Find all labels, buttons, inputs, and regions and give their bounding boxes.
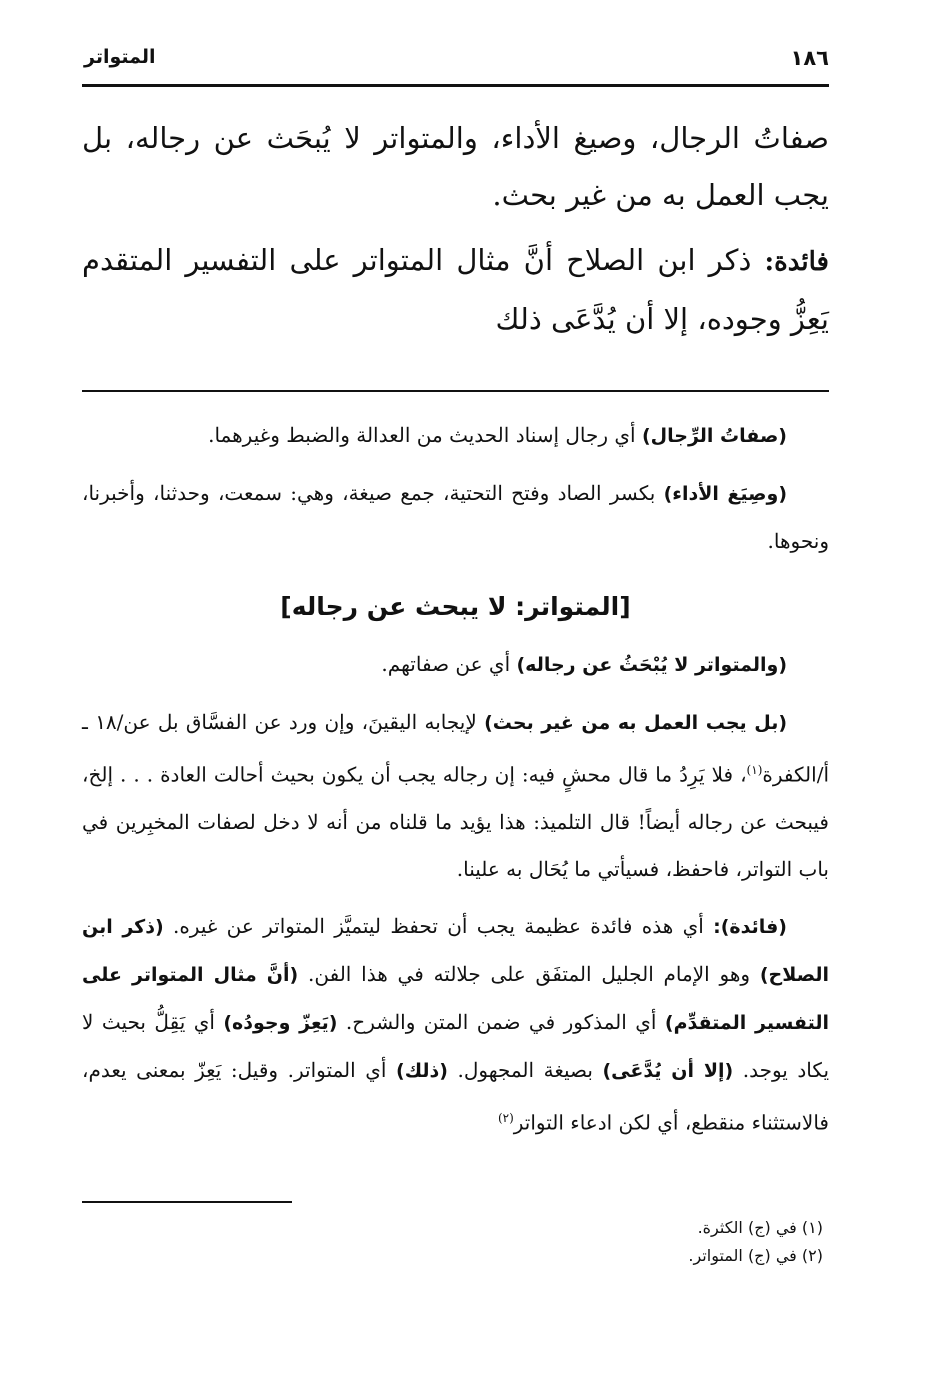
- commentary-paragraph-3: [82, 641, 829, 689]
- footnote-1: (١) في (ج) الكثرة.: [697, 1218, 823, 1237]
- benefit-label: فائدة:: [764, 247, 829, 277]
- footnote-ref-1[interactable]: (١): [746, 763, 763, 777]
- commentary-paragraph-5: [82, 903, 829, 1147]
- footnote-divider: [82, 1201, 292, 1203]
- lemma: (أنَّ مثال المتواتر على التفسير المتقدِّم): [82, 963, 829, 1034]
- commentary-text: أي رجال إسناد الحديث من العدالة والضبط وغيرهما.: [208, 423, 642, 447]
- commentary-text: أي يَقِلُّ بحيث لا يكاد يوجد.: [82, 1009, 830, 1082]
- commentary-text: بصيغة المجهول.: [447, 1057, 603, 1082]
- commentary-text: أي المتواتر. وقيل: يَعِزّ بمعنى يعدم، فالاستثناء منقطع، أي لكن ادعاء التواتر: [82, 1057, 829, 1135]
- commentary: [82, 412, 829, 1156]
- commentary-divider: [82, 390, 829, 392]
- commentary-text: ، فلا يَرِدُ ما قال محشٍ فيه: إن رجاله يجب أن يكون بحيث أحالت العادة . . . إلخ، فيبحث عن رجاله أيضاً! قال التلميذ: هذا يؤيد ما قلناه من أنه لا دخل لصفات المخبِرين في باب التواتر، فاحفظ، فسيأتي ما يُحَال به علينا.: [82, 762, 829, 881]
- page-number: ١٨٦: [790, 46, 829, 70]
- commentary-text: لإيجابه اليقينَ، وإن ورد عن الفسَّاق بل عن/١٨ ـ أ/الكفرة: [82, 710, 829, 787]
- commentary-paragraph-4: [82, 699, 829, 893]
- lemma: (إلا أن يُدَّعَى): [602, 1059, 734, 1082]
- running-title: المتواتر: [84, 46, 156, 68]
- lemma: (والمتواتر لا يُبْحَثُ عن رجاله): [516, 654, 787, 676]
- commentary-paragraph-1: [82, 412, 829, 460]
- commentary-text: أي هذه فائدة عظيمة يجب أن تحفظ ليتميَّز المتواتر عن غيره.: [163, 913, 714, 938]
- commentary-text: أي عن صفاتهم.: [381, 652, 517, 676]
- header-divider: [82, 84, 829, 87]
- lemma: (ذلك): [396, 1059, 448, 1082]
- main-text: [82, 110, 829, 356]
- main-text-paragraph-1: صفاتُ الرجال، وصيغ الأداء، والمتواتر لا يُبحَث عن رجاله، بل يجب العمل به من غير بحث.: [82, 121, 829, 212]
- commentary-text: وهو الإمام الجليل المتفَق على جلالته في هذا الفن.: [298, 961, 760, 986]
- commentary-paragraph-2: [82, 470, 829, 565]
- footnotes: [82, 1214, 829, 1270]
- lemma: (صفاتُ الرِّجال): [641, 425, 787, 447]
- main-text-paragraph-2: [82, 232, 829, 348]
- lemma: (بل يجب العمل به من غير بحث): [484, 712, 788, 734]
- commentary-text: بكسر الصاد وفتح التحتية، جمع صيغة، وهي: سمعت، وحدثنا، وأخبرنا، ونحوها.: [82, 481, 829, 553]
- commentary-text: أي المذكور في ضمن المتن والشرح.: [337, 1009, 665, 1034]
- footnote-2: (٢) في (ج) المتواتر.: [688, 1246, 823, 1265]
- benefit-text: ذكر ابن الصلاح أنَّ مثال المتواتر على التفسير المتقدم يَعِزُّ وجوده، إلا أن يُدَّعَى ذلك: [82, 243, 829, 336]
- lemma: (فائدة):: [713, 915, 787, 938]
- section-heading: [المتواتر: لا يبحث عن رجاله]: [280, 592, 631, 621]
- lemma: (وصِيَغ الأداء): [663, 483, 787, 505]
- lemma: (ذكر ابن الصلاح): [82, 915, 830, 986]
- book-page: [82, 0, 829, 1384]
- footnote-ref-2[interactable]: (٢): [497, 1110, 514, 1125]
- page-header: [82, 42, 829, 78]
- lemma: (يَعِزّ وجودُه): [223, 1011, 338, 1034]
